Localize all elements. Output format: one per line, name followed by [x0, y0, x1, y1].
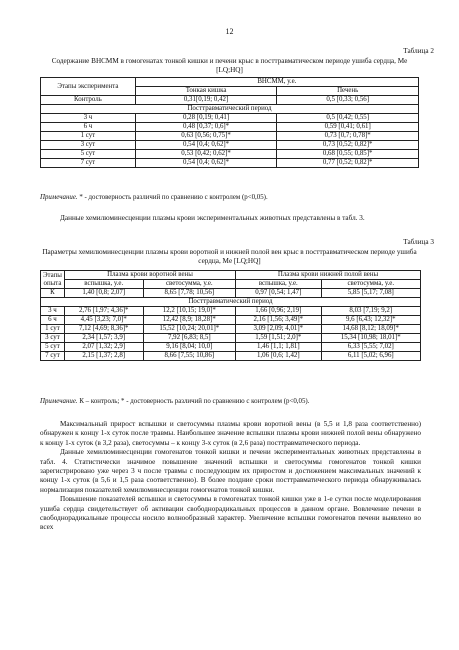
table-row: [41, 114, 419, 123]
table2-header-col1: Тонкая кишка: [135, 87, 277, 96]
table-cell: 9,16 [8,04; 10,0]: [143, 343, 236, 352]
table-row: [41, 343, 421, 352]
table-cell: 1,59 [1,51; 2,0]*: [236, 334, 321, 343]
table2-note: [40, 194, 268, 201]
paragraph: Максимальный прирост вспышки и светосуммы плазмы крови воротной вены (в 5,5 и 1,8 раза соответственно) обнаружен к концу 1-х суток после травмы. Наибольшее значение вспышки плазмы крови нижней полой вены обнаружено к концу 1-х суток (в 3,2 раза), светосуммы – к концу 3-х суток (в 2,6 раза) посттравматического периода.: [40, 420, 421, 447]
table-cell: 2,15 [1,37; 2,8]: [64, 352, 143, 361]
table-row-label: 6 ч: [41, 123, 136, 132]
note-label: Примечание.: [40, 194, 78, 201]
table-cell: 0,77 [0,52; 0,82]*: [277, 159, 419, 168]
table-cell: 1,66 [0,96; 2,19]: [236, 307, 321, 316]
table-cell: 4,45 [3,23; 7,0]*: [64, 316, 143, 325]
table-row-label: 5 сут: [41, 150, 136, 159]
table-cell: 5,85 [5,17; 7,08]: [321, 289, 420, 298]
table3-note: [40, 398, 309, 405]
paragraph-intro: [40, 214, 421, 223]
paragraph: Повышение показателей вспышки и светосуммы в гомогенатах тонкой кишки уже в 1-е сутки после моделирования ушиба сердца свидетельствует об активации свободнорадикальных процессов в данном органе. Вовлечение печени в свободнорадикальные процессы носило волнообразный характер. Увеличение вспышки гомогенатов печени выявлено во всех: [40, 495, 421, 532]
table-row-label: Контроль: [41, 96, 136, 105]
table-row: [41, 307, 421, 316]
table-row: [41, 325, 421, 334]
table3-label: Таблица 3: [403, 238, 434, 246]
table-cell: 0,5 [0,33; 0,56]: [277, 96, 419, 105]
table-row-label: 7 сут: [41, 352, 65, 361]
table-row: [41, 132, 419, 141]
table-row-label: 1 сут: [41, 132, 136, 141]
table2-control-row: [41, 96, 419, 105]
table2: [40, 77, 419, 168]
table-cell: 0,59 [0,41; 0,61]: [277, 123, 419, 132]
table3-header-light: светосумма, у.е.: [321, 280, 420, 289]
table-cell: 0,68 [0,55; 0,85]*: [277, 150, 419, 159]
table-cell: 1,06 [0,6; 1,42]: [236, 352, 321, 361]
table-cell: 0,63 [0,56; 0,75]*: [135, 132, 277, 141]
table-cell: 2,76 [1,97; 4,36]*: [64, 307, 143, 316]
paragraph: Данные хемилюминесценции гомогенатов тонкой кишки и печени экспериментальных животных представлены в табл. 4. Статистически значимое повышение значений вспышки и светосуммы гомогенатов тонкой кишки зарегистрировано уже через 3 ч после травмы с последующим их приростом и достижением максимальных значений к концу 1-х суток (в 5,6 и 1,5 раза соответственно). В более поздние сроки посттравматического периода обнаруживалась нормализация показателей хемилюминесценции гомогенатов тонкой кишки.: [40, 448, 421, 494]
table-cell: 2,16 [1,56; 3,49]*: [236, 316, 321, 325]
note-text: К – контроль; * - достоверность различий по сравнению с контролем (p<0,05).: [77, 398, 310, 405]
paragraph: Данные хемилюминесценции плазмы крови экспериментальных животных представлены в табл. 3.: [60, 214, 365, 222]
table-cell: 0,97 [0,54; 1,47]: [236, 289, 321, 298]
table-row: [41, 316, 421, 325]
note-text: * - достоверность различий по сравнению с контролем (p<0,05).: [77, 194, 268, 201]
table3-header-stage: Этапы опыта: [41, 271, 65, 289]
table-row-label: 3 сут: [41, 334, 65, 343]
table3-caption: Параметры хемилюминесценции плазмы крови воротной и нижней полой вен крыс в посттравматическом периоде ушиба сердца, Me [LQ;HQ]: [42, 248, 417, 265]
table-cell: 0,5 [0,42; 0,55]: [277, 114, 419, 123]
table-cell: 0,48 [0,37; 0,6]*: [135, 123, 277, 132]
page-number: 12: [225, 27, 234, 36]
table-cell: 0,28 [0,19; 0,41]: [135, 114, 277, 123]
table-row: [41, 159, 419, 168]
table-row-label: 3 ч: [41, 114, 136, 123]
table-cell: 12,42 [8,9; 18,28]*: [143, 316, 236, 325]
table3-header-portal: Плазма крови воротной вены: [64, 271, 235, 280]
table-cell: 0,73 [0,7; 0,78]*: [277, 132, 419, 141]
table-cell: 0,54 [0,4; 0,62]*: [135, 141, 277, 150]
table-row-label: 7 сут: [41, 159, 136, 168]
table-cell: 7,12 [4,69; 8,36]*: [64, 325, 143, 334]
table3-header-flash: вспышка, у.е.: [236, 280, 321, 289]
table-row: [41, 352, 421, 361]
table-cell: 15,52 [10,24; 20,01]*: [143, 325, 236, 334]
table-cell: 6,33 [5,55; 7,02]: [321, 343, 420, 352]
table-cell: 0,53 [0,42; 0,62]*: [135, 150, 277, 159]
table3-header-cava: Плазма крови нижней полой вены: [236, 271, 421, 280]
table-cell: 0,31[0,19; 0,42]: [135, 96, 277, 105]
table2-header-group: ВНСММ, у.е.: [135, 78, 418, 87]
table-cell: 8,65 [7,78; 10,56]: [143, 289, 236, 298]
table-row-label: 1 сут: [41, 325, 65, 334]
table-cell: 12,2 [10,15; 19,0]*: [143, 307, 236, 316]
table3-header-light: светосумма, у.е.: [143, 280, 236, 289]
table-cell: 2,34 [1,57; 3,9]: [64, 334, 143, 343]
table-row: [41, 123, 419, 132]
table-cell: 8,03 [7,19; 9,2]: [321, 307, 420, 316]
table-cell: 6,11 [5,02; 6,96]: [321, 352, 420, 361]
table-cell: 2,07 [1,32; 2,9]: [64, 343, 143, 352]
table-cell: 1,46 [1,1; 1,81]: [236, 343, 321, 352]
note-label: Примечание.: [40, 398, 78, 405]
table2-period-header: Посттравматический период: [41, 105, 419, 114]
table3-header-flash: вспышка, у.е.: [64, 280, 143, 289]
table-cell: 14,68 [8,12; 18,09]*: [321, 325, 420, 334]
table2-header-col2: Печень: [277, 87, 419, 96]
table-row-label: 3 ч: [41, 307, 65, 316]
table-row-label: К: [41, 289, 65, 298]
table-cell: 3,09 [2,09; 4,01]*: [236, 325, 321, 334]
table3: [40, 270, 421, 361]
table2-caption: Содержание ВНСММ в гомогенатах тонкой кишки и печени крыс в посттравматическом периоде ушиба сердца, Me [LQ;HQ]: [51, 57, 408, 74]
table3-control-row: [41, 289, 421, 298]
table-cell: 9,6 [6,43; 12,32]*: [321, 316, 420, 325]
body-text: [40, 420, 421, 533]
table-row: [41, 334, 421, 343]
table-row-label: 3 сут: [41, 141, 136, 150]
table-cell: 15,34 [10,98; 18,01]*: [321, 334, 420, 343]
table-cell: 0,54 [0,4; 0,62]*: [135, 159, 277, 168]
table2-header-stages: Этапы эксперимента: [41, 78, 136, 96]
table-cell: 0,73 [0,52; 0,82]*: [277, 141, 419, 150]
table3-period-header: Посттравматический период: [41, 298, 421, 307]
table-row-label: 6 ч: [41, 316, 65, 325]
table-row-label: 5 сут: [41, 343, 65, 352]
table2-label: Таблица 2: [403, 47, 434, 55]
table-row: [41, 141, 419, 150]
table-cell: 8,66 [7,55; 10,86]: [143, 352, 236, 361]
table-cell: 7,92 [6,83; 8,5]: [143, 334, 236, 343]
table-row: [41, 150, 419, 159]
table-cell: 1,40 [0,8; 2,07]: [64, 289, 143, 298]
